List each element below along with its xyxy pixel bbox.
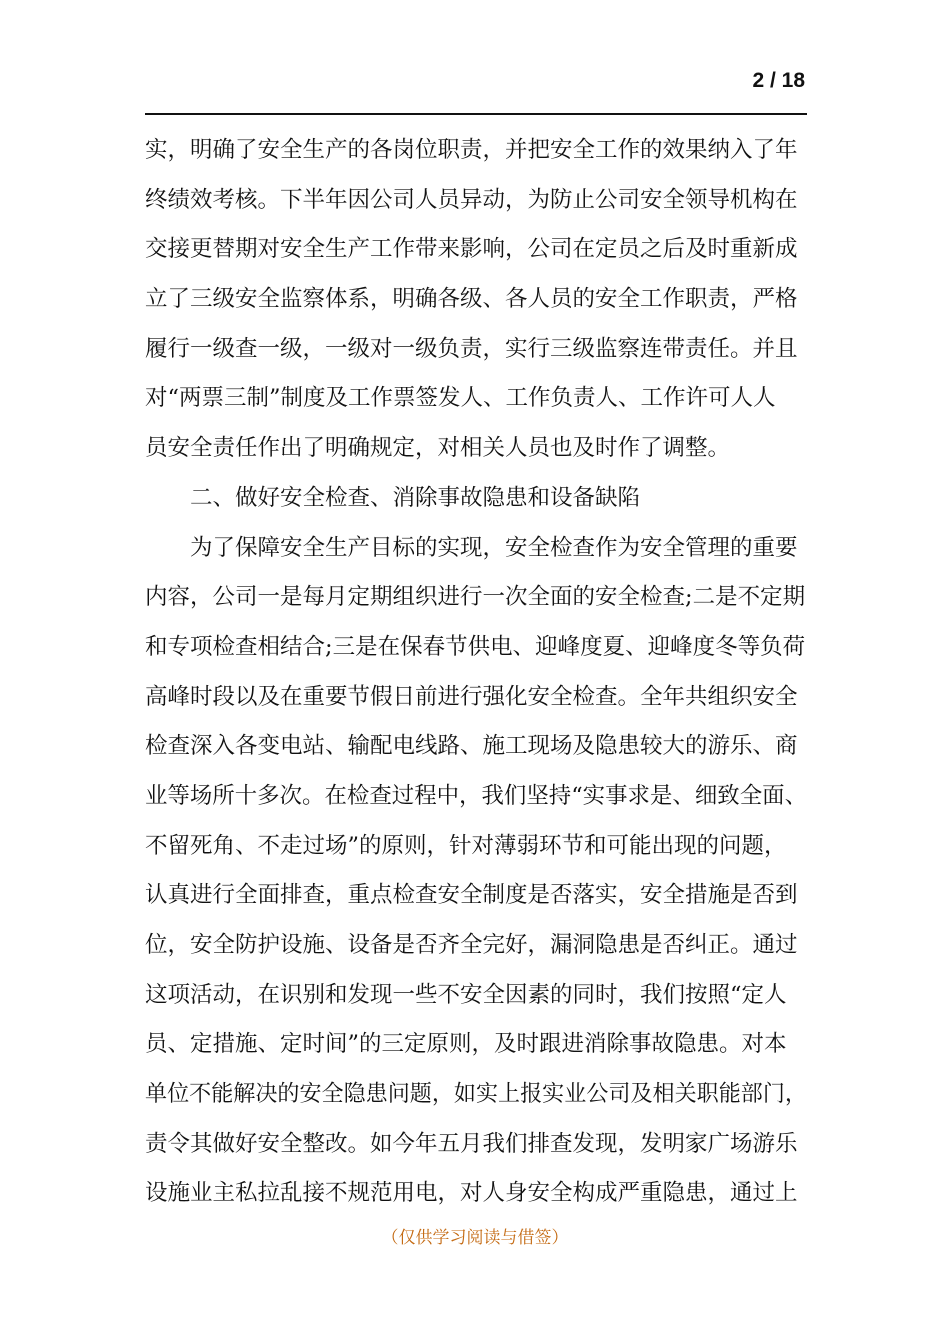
page-number: 2 / 18 (752, 69, 805, 92)
paragraph-line: 履行一级查一级，一级对一级负责，实行三级监察连带责任。并且 (145, 335, 798, 362)
paragraph-line: 位，安全防护设施、设备是否齐全完好，漏洞隐患是否纠正。通过 (145, 932, 798, 958)
paragraph-line: 业等场所十多次。在检查过程中，我们坚持“实事求是、细致全面、 (145, 782, 808, 809)
paragraph-line: 终绩效考核。下半年因公司人员异动，为防止公司安全领导机构在 (145, 186, 798, 213)
paragraph-line: 内容，公司一是每月定期组织进行一次全面的安全检查;二是不定期 (145, 584, 806, 611)
paragraph-line: 不留死角、不走过场”的原则，针对薄弱环节和可能出现的问题， (145, 832, 787, 859)
paragraph-line: 立了三级安全监察体系，明确各级、各人员的安全工作职责，严格 (145, 286, 798, 313)
paragraph-line: 员、定措施、定时间”的三定原则，及时跟进消除事故隐患。对本 (145, 1031, 787, 1058)
paragraph-line: 员安全责任作出了明确规定，对相关人员也及时作了调整。 (145, 435, 731, 462)
paragraph-line: 对“两票三制”制度及工作票签发人、工作负责人、工作许可人人 (145, 385, 776, 412)
paragraph-line: 检查深入各变电站、输配电线路、施工现场及隐患较大的游乐、商 (145, 733, 798, 760)
paragraph-line: 认真进行全面排查，重点检查安全制度是否落实，安全措施是否到 (145, 882, 798, 909)
paragraph-line: 单位不能解决的安全隐患问题，如实上报实业公司及相关职能部门， (145, 1081, 807, 1108)
paragraph-line: 设施业主私拉乱接不规范用电，对人身安全构成严重隐患，通过上 (145, 1180, 798, 1207)
paragraph-line: 这项活动，在识别和发现一些不安全因素的同时，我们按照“定人 (145, 981, 787, 1008)
paragraph-line: 交接更替期对安全生产工作带来影响，公司在定员之后及时重新成 (145, 236, 798, 263)
paragraph-line: 责令其做好安全整改。如今年五月我们排查发现，发明家广场游乐 (145, 1130, 798, 1157)
section-heading: 二、做好安全检查、消除事故隐患和设备缺陷 (190, 484, 641, 511)
header-rule (145, 113, 807, 115)
paragraph-line: 高峰时段以及在重要节假日前进行强化安全检查。全年共组织安全 (145, 683, 798, 710)
paragraph-line: 为了保障安全生产目标的实现，安全检查作为安全管理的重要 (190, 534, 798, 561)
document-body (145, 126, 807, 1219)
paragraph-line: 实，明确了安全生产的各岗位职责，并把安全工作的效果纳入了年 (145, 137, 798, 163)
paragraph-line: 和专项检查相结合;三是在保春节供电、迎峰度夏、迎峰度冬等负荷 (145, 633, 806, 660)
footer-note: （仅供学习阅读与借签） (381, 1228, 569, 1248)
